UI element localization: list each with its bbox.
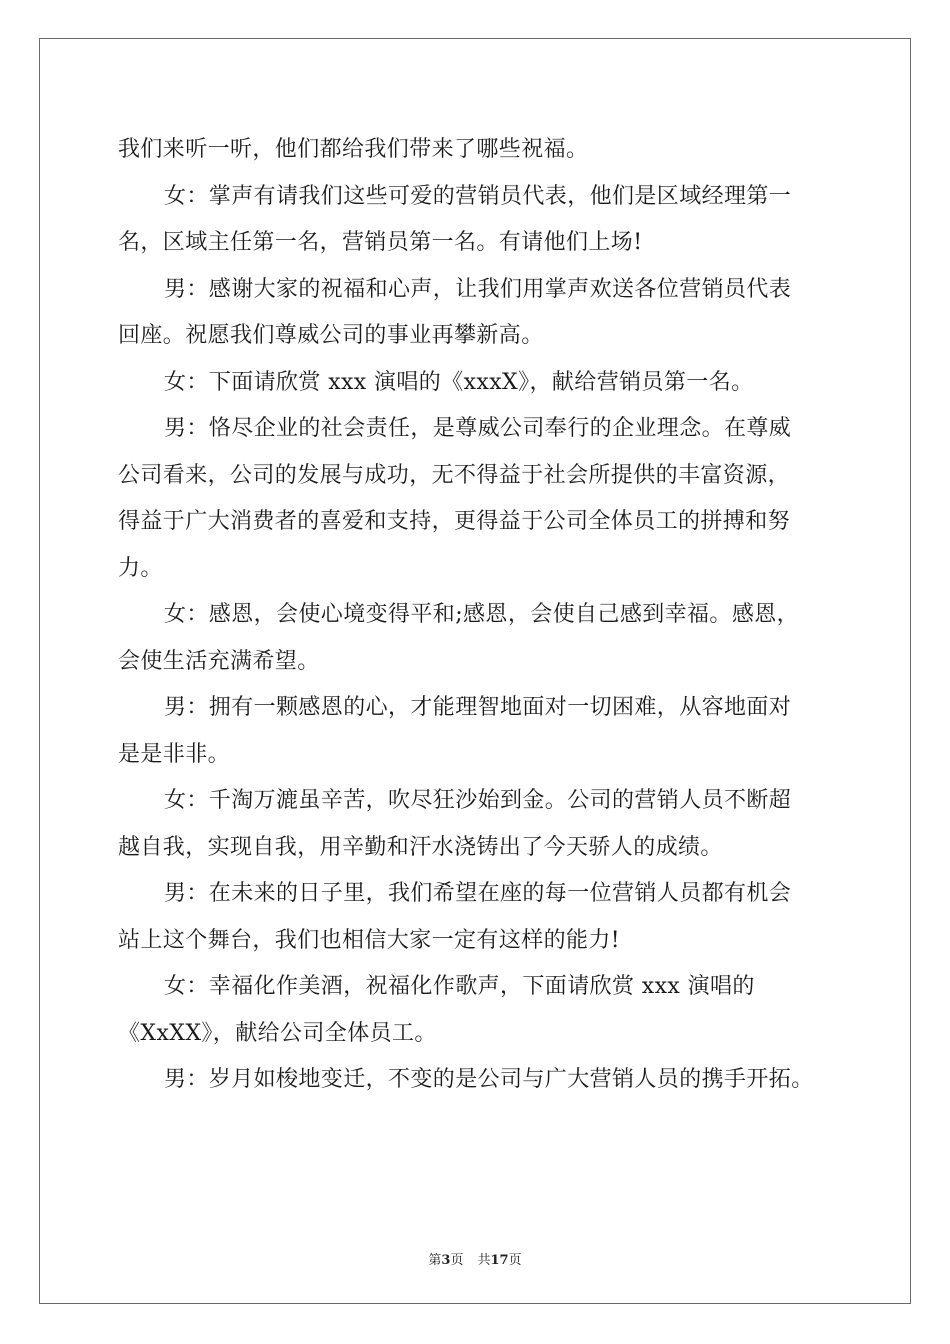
page-number: 3	[441, 1253, 451, 1268]
text-line: 公司看来，公司的发展与成功，无不得益于社会所提供的丰富资源，	[118, 462, 791, 488]
page-prefix: 第	[428, 1253, 442, 1268]
text-line: 女：感恩，会使心境变得平和;感恩，会使自己感到幸福。感恩，	[164, 602, 800, 627]
text-line: 名，区域主任第一名，营销员第一名。有请他们上场!	[118, 230, 643, 255]
total-pages: 17	[490, 1253, 509, 1268]
text-line: 会使生活充满希望。	[118, 648, 320, 674]
text-line: 女：千淘万漉虽辛苦，吹尽狂沙始到金。公司的营销人员不断超	[164, 788, 792, 813]
text-line: 男：感谢大家的祝福和心声，让我们用掌声欢送各位营销员代表	[164, 276, 792, 302]
text-line: 女：下面请欣赏 xxx 演唱的《xxxX》，献给营销员第一名。	[164, 369, 754, 395]
text-line: 是是非非。	[118, 741, 231, 767]
text-line: 《XxXX》，献给公司全体员工。	[118, 1020, 437, 1046]
text-line: 女：掌声有请我们这些可爱的营销员代表，他们是区域经理第一	[164, 183, 792, 209]
text-line: 男：拥有一颗感恩的心，才能理智地面对一切困难，从容地面对	[164, 695, 792, 720]
text-line: 回座。祝愿我们尊威公司的事业再攀新高。	[118, 323, 544, 348]
text-line: 站上这个舞台，我们也相信大家一定有这样的能力!	[118, 927, 621, 953]
total-prefix: 共	[477, 1253, 491, 1268]
text-line: 男：恪尽企业的社会责任，是尊威公司奉行的企业理念。在尊威	[164, 416, 792, 441]
page-suffix: 页	[450, 1253, 464, 1268]
text-line: 男：在未来的日子里，我们希望在座的每一位营销人员都有机会	[164, 881, 792, 906]
page-footer	[0, 1249, 950, 1268]
text-line: 男：岁月如梭地变迁，不变的是公司与广大营销人员的携手开拓。	[164, 1067, 814, 1092]
text-line: 越自我，实现自我，用辛勤和汗水浇铸出了今天骄人的成绩。	[118, 834, 723, 860]
document-body	[118, 127, 838, 1104]
total-suffix: 页	[508, 1253, 522, 1268]
text-line: 力。	[118, 555, 163, 581]
text-line: 女：幸福化作美酒，祝福化作歌声，下面请欣赏 xxx 演唱的	[164, 974, 755, 999]
text-line: 得益于广大消费者的喜爱和支持，更得益于公司全体员工的拼搏和努	[118, 509, 791, 534]
text-line: 我们来听一听，他们都给我们带来了哪些祝福。	[118, 137, 589, 162]
